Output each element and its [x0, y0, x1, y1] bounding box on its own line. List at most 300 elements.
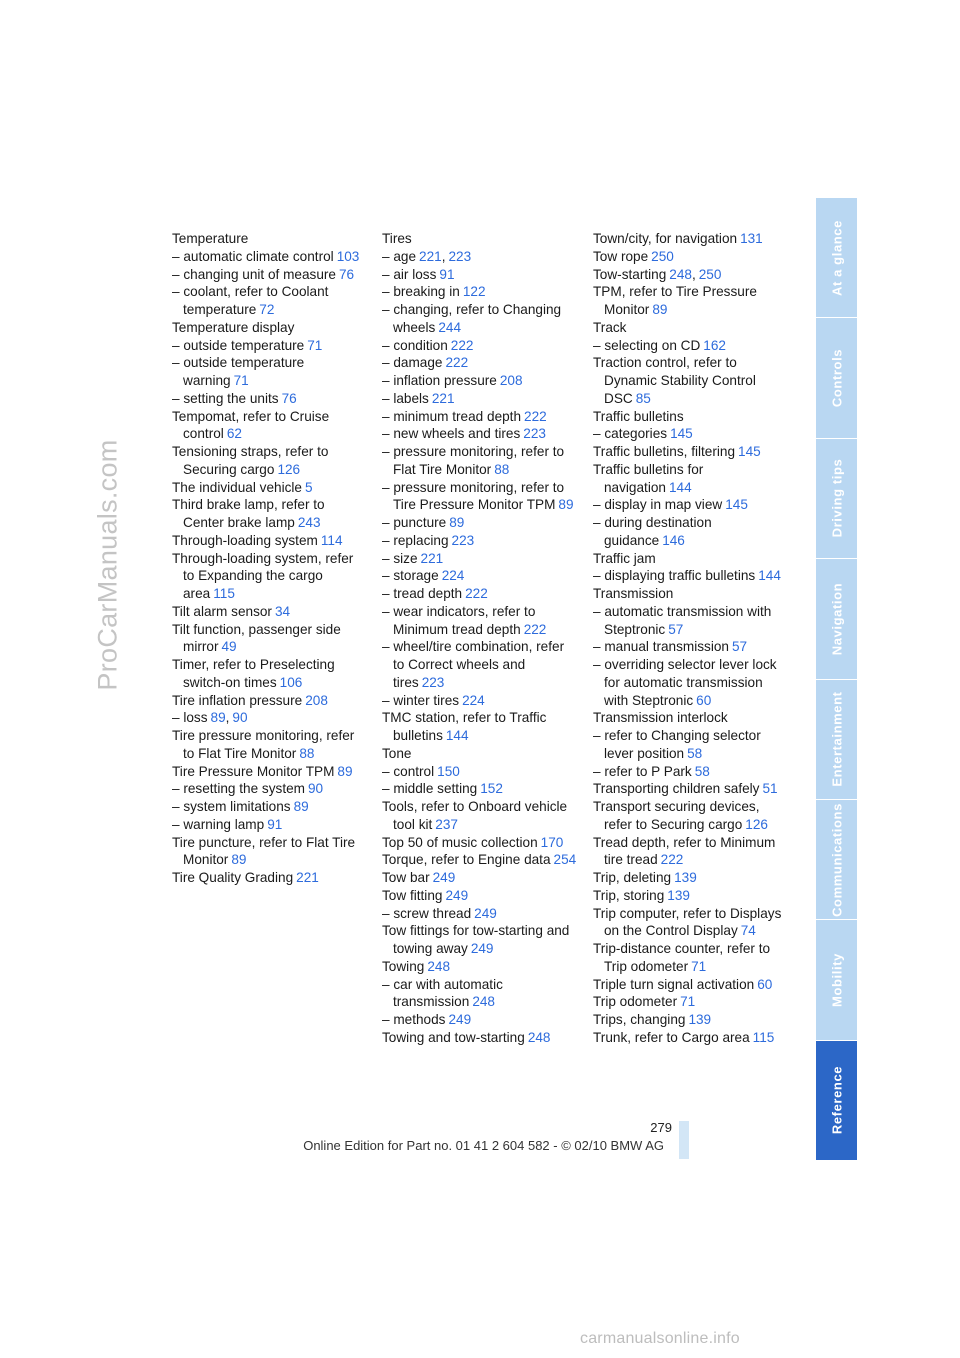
- page-link[interactable]: 57: [668, 621, 684, 637]
- entry-term: – winter tires: [382, 692, 460, 708]
- index-entry: [172, 550, 368, 603]
- entry-term: – display in map view: [593, 497, 723, 513]
- index-entry: [593, 603, 789, 639]
- index-entry: [172, 656, 368, 692]
- index-entry: [172, 709, 368, 727]
- page-link[interactable]: 71: [691, 958, 707, 974]
- page-link[interactable]: 60: [757, 976, 773, 992]
- page-link[interactable]: 89: [293, 799, 309, 814]
- index-entry: [382, 532, 578, 550]
- page-link[interactable]: 208: [499, 373, 523, 388]
- page-separator: ,: [225, 710, 230, 726]
- page-link[interactable]: 170: [540, 834, 564, 850]
- entry-term: – displaying traffic bulletins: [593, 568, 756, 584]
- entry-term: – automatic climate control: [172, 248, 334, 264]
- page-link[interactable]: 89: [337, 763, 353, 779]
- index-entry: [593, 940, 789, 976]
- entry-term: The individual vehicle: [172, 479, 302, 495]
- tab-label: At a glance: [829, 219, 844, 296]
- page-link[interactable]: 146: [662, 532, 685, 548]
- entry-term: – damage: [382, 355, 443, 371]
- page-link[interactable]: 222: [445, 355, 469, 371]
- entry-term: – refer to P Park: [593, 763, 692, 779]
- page-link[interactable]: 249: [470, 941, 494, 956]
- tab-label: Mobility: [829, 952, 844, 1007]
- tab-navigation[interactable]: [816, 559, 857, 678]
- index-entry: [382, 638, 578, 691]
- page-link[interactable]: 90: [307, 781, 324, 797]
- page-link[interactable]: 237: [435, 816, 458, 832]
- entry-term: Tow fitting: [382, 887, 443, 903]
- page-link[interactable]: 208: [305, 692, 328, 708]
- index-entry: [593, 567, 789, 585]
- index-entry: [382, 301, 578, 337]
- index-entry: [172, 869, 368, 887]
- index-entry: [593, 763, 789, 781]
- page-link[interactable]: 91: [439, 266, 455, 282]
- index-entry: [593, 798, 789, 834]
- entry-term: Transmission interlock: [593, 710, 728, 726]
- entry-term: – wheel/tire combination, refer to Correct wheels and tires: [382, 639, 565, 690]
- index-entry: [382, 1029, 578, 1047]
- entry-term: – labels: [382, 390, 429, 406]
- tab-label: Controls: [829, 348, 844, 408]
- entry-term: Traffic jam: [593, 550, 656, 566]
- page-link[interactable]: 76: [281, 390, 297, 406]
- entry-term: Tire Pressure Monitor TPM: [172, 763, 335, 779]
- entry-term: – condition: [382, 337, 448, 353]
- page-link[interactable]: 89: [210, 710, 226, 726]
- tab-entertainment[interactable]: [816, 680, 857, 799]
- page-link[interactable]: 221: [420, 550, 444, 566]
- page-link[interactable]: 224: [462, 692, 485, 708]
- index-entry: [593, 869, 789, 887]
- index-entry: [172, 408, 368, 444]
- index-entry: [593, 319, 789, 337]
- index-entry: [593, 887, 789, 905]
- index-entry: [172, 603, 368, 621]
- index-entry: [593, 425, 789, 443]
- page-link[interactable]: 131: [740, 231, 763, 246]
- entry-term: Tow-starting: [593, 266, 667, 282]
- page-link[interactable]: 91: [267, 816, 283, 832]
- entry-term: – outside temperature: [172, 337, 305, 353]
- page-link[interactable]: 145: [725, 497, 748, 513]
- page-link[interactable]: 250: [651, 248, 674, 264]
- index-entry: [382, 230, 578, 248]
- entry-term: – wear indicators, refer to Minimum tread depth: [382, 603, 536, 637]
- page-number: 279: [650, 1120, 672, 1135]
- index-entry: [382, 390, 578, 408]
- page-separator: ,: [691, 266, 696, 282]
- page-link[interactable]: 88: [494, 461, 510, 477]
- page-link[interactable]: 74: [740, 923, 756, 939]
- entry-term: Traffic bulletins, filtering: [593, 444, 736, 459]
- index-entry: [593, 266, 789, 284]
- index-entry: [172, 621, 368, 657]
- entry-term: Traffic bulletins: [593, 408, 684, 424]
- page-link[interactable]: 223: [421, 674, 445, 690]
- index-entry: [382, 585, 578, 603]
- entry-term: Trunk, refer to Cargo area: [593, 1029, 750, 1045]
- index-entry: [382, 603, 578, 639]
- index-entry: [382, 567, 578, 585]
- page-link[interactable]: 222: [465, 586, 488, 601]
- entry-term: Tire inflation pressure: [172, 692, 303, 708]
- entry-term: Transmission: [593, 586, 674, 601]
- page-link[interactable]: 244: [438, 319, 462, 335]
- page-link[interactable]: 115: [213, 586, 235, 601]
- page-link[interactable]: 115: [752, 1029, 775, 1045]
- index-entry: [172, 834, 368, 870]
- tab-controls[interactable]: [816, 318, 857, 437]
- index-entry: [172, 798, 368, 816]
- index-entry: [593, 585, 789, 603]
- page-link[interactable]: 106: [279, 674, 303, 690]
- index-entry: [172, 479, 368, 497]
- page-link[interactable]: 162: [703, 337, 726, 353]
- entry-term: Tow bar: [382, 870, 430, 885]
- page-link[interactable]: 126: [277, 461, 301, 477]
- page-link[interactable]: 89: [558, 497, 574, 513]
- entry-term: Transporting children safely: [593, 781, 760, 797]
- page-link[interactable]: 57: [732, 639, 748, 655]
- entry-term: TMC station, refer to Traffic bulletins: [382, 710, 547, 743]
- entry-term: – car with automatic transmission: [382, 976, 503, 1010]
- index-entry: [382, 408, 578, 426]
- index-entry: [382, 425, 578, 443]
- index-entry: [382, 1011, 578, 1029]
- entry-term: – storage: [382, 568, 439, 584]
- index-entry: [593, 976, 789, 994]
- index-entry: [172, 496, 368, 532]
- page-link[interactable]: 139: [688, 1012, 712, 1027]
- index-entry: [172, 248, 368, 266]
- page-link[interactable]: 248: [527, 1029, 551, 1045]
- index-entry: [382, 905, 578, 923]
- page-separator: ,: [441, 248, 446, 264]
- index-entry: [172, 319, 368, 337]
- index-entry: [593, 709, 789, 727]
- entry-term: – warning lamp: [172, 816, 265, 832]
- index-entry: [382, 887, 578, 905]
- entry-term: – minimum tread depth: [382, 408, 522, 424]
- entry-term: Tempomat, refer to Cruise control: [172, 408, 330, 442]
- page-link[interactable]: 223: [448, 248, 472, 264]
- entry-term: Traction control, refer to Dynamic Stability Control DSC: [593, 355, 756, 406]
- entry-term: Tire puncture, refer to Flat Tire Monitor: [172, 834, 356, 868]
- entry-term: Tilt function, passenger side mirror: [172, 621, 341, 655]
- entry-term: Triple turn signal activation: [593, 976, 755, 992]
- entry-term: Timer, refer to Preselecting switch-on times: [172, 657, 335, 690]
- footer-edition-note: Online Edition for Part no. 01 41 2 604 582 - © 02/10 BMW AG: [303, 1138, 664, 1153]
- index-entry: [172, 780, 368, 798]
- entry-term: Tread depth, refer to Minimum tire tread: [593, 834, 776, 868]
- page-link[interactable]: 60: [696, 692, 712, 708]
- entry-term: – new wheels and tires: [382, 426, 521, 442]
- entry-term: TPM, refer to Tire Pressure Monitor: [593, 284, 757, 317]
- tab-label: Reference: [829, 1066, 844, 1135]
- index-entry: [172, 337, 368, 355]
- entry-term: Tow fittings for tow-starting and towing away: [382, 923, 570, 956]
- index-entry: [593, 514, 789, 550]
- tab-communications[interactable]: [816, 800, 857, 919]
- entry-term: – age: [382, 248, 417, 264]
- entry-term: Trip-distance counter, refer to Trip odometer: [593, 941, 771, 974]
- index-entry: [593, 550, 789, 568]
- page-link[interactable]: 51: [762, 781, 778, 797]
- page-link[interactable]: 103: [336, 248, 360, 264]
- page-link[interactable]: 49: [221, 639, 237, 655]
- entry-term: – outside temperature warning: [172, 355, 305, 388]
- page-link[interactable]: 126: [745, 816, 768, 832]
- entry-term: – pressure monitoring, refer to Tire Pressure Monitor TPM: [382, 479, 565, 513]
- entry-term: Track: [593, 319, 627, 335]
- index-column-1: [172, 230, 368, 887]
- index-entry: [382, 443, 578, 479]
- index-entry: [593, 1011, 789, 1029]
- entry-term: Tow rope: [593, 248, 649, 264]
- entry-term: Town/city, for navigation: [593, 231, 738, 246]
- page-link[interactable]: 71: [233, 373, 249, 388]
- index-entry: [593, 337, 789, 355]
- page-link[interactable]: 76: [339, 266, 355, 282]
- index-entry: [172, 266, 368, 284]
- page-link[interactable]: 254: [553, 852, 577, 868]
- index-entry: [593, 834, 789, 870]
- entry-term: – during destination guidance: [593, 515, 712, 548]
- tab-at-a-glance[interactable]: [816, 198, 857, 317]
- index-entry: [382, 798, 578, 834]
- index-entry: [593, 656, 789, 709]
- index-entry: [382, 248, 578, 266]
- section-tabs-sidebar: [816, 198, 857, 1160]
- page-link[interactable]: 58: [694, 763, 710, 779]
- index-entry: [593, 248, 789, 266]
- index-entry: [172, 692, 368, 710]
- page-link[interactable]: 248: [669, 266, 692, 282]
- entry-term: Torque, refer to Engine data: [382, 852, 551, 868]
- page-link[interactable]: 144: [758, 568, 781, 584]
- tab-driving-tips[interactable]: [816, 439, 857, 558]
- index-entry: [172, 532, 368, 550]
- page-link[interactable]: 139: [667, 887, 690, 903]
- entry-term: – pressure monitoring, refer to Flat Tire Monitor: [382, 444, 565, 477]
- tab-label: Entertainment: [829, 691, 844, 787]
- tab-label: Communications: [829, 802, 844, 917]
- index-entry: [382, 479, 578, 515]
- page-link[interactable]: 71: [307, 337, 323, 353]
- index-entry: [593, 905, 789, 941]
- index-entry: [593, 993, 789, 1011]
- page-link[interactable]: 122: [462, 284, 486, 300]
- index-entry: [593, 230, 789, 248]
- page-link[interactable]: 139: [674, 870, 697, 885]
- entry-term: – screw thread: [382, 905, 472, 921]
- page-link[interactable]: 62: [226, 426, 242, 442]
- entry-term: – tread depth: [382, 586, 463, 601]
- entry-term: Trip, storing: [593, 887, 665, 903]
- page-link[interactable]: 249: [432, 870, 456, 885]
- index-entry: [382, 869, 578, 887]
- index-entry: [382, 834, 578, 852]
- page-link[interactable]: 145: [670, 426, 693, 442]
- entry-term: – refer to Changing selector lever position: [593, 728, 761, 761]
- entry-term: – coolant, refer to Coolant temperature: [172, 284, 329, 317]
- index-entry: [593, 408, 789, 426]
- entry-term: Tone: [382, 745, 412, 761]
- entry-term: Through-loading system: [172, 532, 318, 548]
- tab-reference[interactable]: [816, 1041, 857, 1160]
- carmanualsonline-watermark: carmanualsonline.info: [580, 1330, 740, 1347]
- index-entry: [593, 443, 789, 461]
- entry-term: Through-loading system, refer to Expanding the cargo area: [172, 550, 354, 601]
- index-entry: [382, 851, 578, 869]
- page-link[interactable]: 221: [419, 248, 442, 264]
- entry-term: – system limitations: [172, 799, 291, 814]
- entry-term: Trips, changing: [593, 1012, 686, 1027]
- index-entry: [382, 709, 578, 745]
- page-link[interactable]: 5: [304, 479, 313, 495]
- index-entry: [382, 337, 578, 355]
- page-link[interactable]: 90: [232, 710, 248, 726]
- index-entry: [382, 745, 578, 763]
- entry-term: Tools, refer to Onboard vehicle tool kit: [382, 799, 568, 832]
- entry-term: Top 50 of music collection: [382, 834, 538, 850]
- page-link[interactable]: 114: [320, 532, 343, 548]
- index-entry: [382, 922, 578, 958]
- index-entry: [172, 727, 368, 763]
- entry-term: Tires: [382, 231, 412, 246]
- page-link[interactable]: 250: [698, 266, 722, 282]
- entry-term: Tire pressure monitoring, refer to Flat Tire Monitor: [172, 728, 355, 761]
- entry-term: – methods: [382, 1012, 446, 1027]
- page-link[interactable]: 249: [445, 887, 469, 903]
- entry-term: Traffic bulletins for navigation: [593, 461, 704, 495]
- entry-term: – loss: [172, 710, 208, 726]
- entry-term: – resetting the system: [172, 781, 305, 797]
- entry-term: – selecting on CD: [593, 337, 701, 353]
- page-link[interactable]: 222: [660, 852, 684, 868]
- index-entry: [382, 266, 578, 284]
- index-entry: [593, 727, 789, 763]
- entry-term: – setting the units: [172, 390, 279, 406]
- page-link[interactable]: 89: [231, 852, 247, 868]
- procarmanuals-watermark: ProCarManuals.com: [92, 439, 123, 691]
- entry-term: – automatic transmission with Steptronic: [593, 603, 772, 637]
- index-entry: [382, 514, 578, 532]
- entry-term: – inflation pressure: [382, 373, 497, 388]
- entry-term: Temperature: [172, 231, 249, 246]
- index-entry: [172, 230, 368, 248]
- page-link[interactable]: 249: [448, 1012, 472, 1027]
- entry-term: – categories: [593, 426, 668, 442]
- page-link[interactable]: 71: [680, 994, 696, 1010]
- index-entry: [172, 390, 368, 408]
- index-entry: [382, 763, 578, 781]
- page-link[interactable]: 150: [437, 763, 460, 779]
- index-entry: [382, 958, 578, 976]
- page-link[interactable]: 144: [445, 728, 469, 743]
- page-link[interactable]: 243: [297, 515, 321, 530]
- index-entry: [172, 354, 368, 390]
- page-link[interactable]: 145: [738, 444, 761, 459]
- index-entry: [382, 976, 578, 1012]
- entry-term: Transport securing devices, refer to Securing cargo: [593, 799, 760, 832]
- page-link[interactable]: 34: [274, 603, 291, 619]
- page-link[interactable]: 248: [472, 994, 495, 1010]
- entry-term: Tire Quality Grading: [172, 870, 294, 885]
- index-entry: [172, 816, 368, 834]
- entry-term: – manual transmission: [593, 639, 729, 655]
- index-entry: [172, 763, 368, 781]
- page-link[interactable]: 223: [523, 426, 546, 442]
- index-entry: [593, 638, 789, 656]
- page-link[interactable]: 144: [668, 479, 692, 495]
- entry-term: – puncture: [382, 515, 447, 530]
- page-link[interactable]: 89: [449, 515, 465, 530]
- index-entry: [382, 372, 578, 390]
- tab-mobility[interactable]: [816, 920, 857, 1039]
- page-link[interactable]: 58: [687, 745, 703, 761]
- index-entry: [382, 354, 578, 372]
- index-entry: [172, 283, 368, 319]
- page-link[interactable]: 222: [450, 337, 474, 353]
- page-link[interactable]: 224: [441, 568, 465, 584]
- page-link[interactable]: 89: [652, 302, 668, 317]
- page-link[interactable]: 222: [524, 408, 547, 424]
- page-link[interactable]: 152: [480, 781, 503, 797]
- index-entry: [593, 1029, 789, 1047]
- index-column-2: [382, 230, 578, 1047]
- page-link[interactable]: 85: [635, 390, 651, 406]
- entry-term: Tilt alarm sensor: [172, 603, 272, 619]
- index-column-3: [593, 230, 789, 1047]
- entry-term: – changing, refer to Changing wheels: [382, 302, 562, 335]
- entry-term: – control: [382, 763, 435, 779]
- index-entry: [382, 283, 578, 301]
- entry-term: Trip computer, refer to Displays on the Control Display: [593, 905, 782, 939]
- page-link[interactable]: 248: [427, 958, 451, 974]
- index-entry: [382, 780, 578, 798]
- entry-term: – middle setting: [382, 781, 478, 797]
- tab-label: Driving tips: [829, 459, 844, 538]
- entry-term: Trip, deleting: [593, 870, 672, 885]
- index-entry: [593, 283, 789, 319]
- index-entry: [593, 354, 789, 407]
- page-link[interactable]: 221: [431, 390, 455, 406]
- entry-term: – changing unit of measure: [172, 266, 336, 282]
- entry-term: Trip odometer: [593, 994, 678, 1010]
- page-link[interactable]: 249: [474, 905, 497, 921]
- index-entry: [382, 550, 578, 568]
- page-link[interactable]: 72: [259, 302, 275, 317]
- entry-term: Tensioning straps, refer to Securing cargo: [172, 444, 329, 477]
- entry-term: – breaking in: [382, 284, 460, 300]
- entry-term: – overriding selector lever lock for automatic transmission with Steptronic: [593, 657, 777, 708]
- entry-term: Temperature display: [172, 319, 295, 335]
- page-link[interactable]: 88: [299, 745, 315, 761]
- page-link[interactable]: 223: [451, 532, 475, 548]
- index-entry: [382, 692, 578, 710]
- entry-term: Towing: [382, 958, 425, 974]
- page-link[interactable]: 221: [296, 870, 319, 885]
- page-link[interactable]: 222: [523, 621, 547, 637]
- tab-label: Navigation: [829, 582, 844, 656]
- entry-term: – size: [382, 550, 418, 566]
- entry-term: Towing and tow-starting: [382, 1029, 525, 1045]
- index-entry: [593, 780, 789, 798]
